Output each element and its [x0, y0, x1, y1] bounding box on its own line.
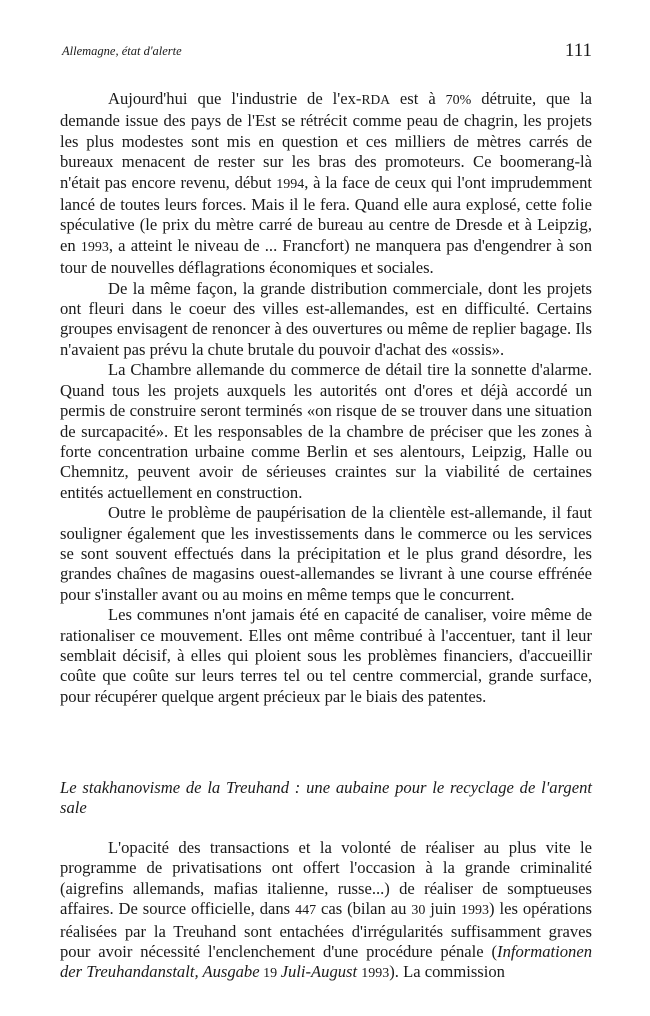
year: 1993 [80, 239, 109, 255]
citation-title: Informationen der Treuhandanstalt, Ausgabe [60, 942, 592, 982]
percentage: 70% [445, 93, 472, 108]
running-head [60, 40, 592, 64]
text-run: cas (bilan au [316, 899, 412, 919]
paragraph-4: Outre le problème de paupérisation de la clientèle est-allemande, il faut souligner également que les investissements dans le commerce ou les services se sont souvent effectués dans la précipitation et le plus grand désordre, les grandes chaînes de magasins ouest-allemandes se livrant à une course effrénée pour s'installer avant ou au moins en même temps que le concurrent. [60, 503, 592, 604]
section-body [60, 838, 592, 985]
text-run: , a atteint le niveau de ... Francfort) ne manquera pas d'engendrer à son tour de nouvelles déflagrations économiques et sociales. [60, 235, 592, 278]
acronym-rda: RDA [361, 92, 390, 107]
text-run: juin [425, 899, 462, 919]
text-run: ) les opérations réalisées par la Treuhand sont entachées d'irrégularités suffisamment graves pour avoir nécessité l'enclenchement d'une procédure pénale ( [60, 899, 592, 962]
year: 1994 [276, 176, 305, 192]
text-run: Aujourd'hui que l'industrie de l'ex- [108, 89, 362, 108]
year: 1993 [361, 966, 390, 982]
count: 447 [295, 903, 317, 919]
paragraph-2: De la même façon, la grande distribution commerciale, dont les projets ont fleuri dans le coeur des villes est-allemandes, est en difficulté. Certains groupes envisagent de renoncer à des ouvertures ou même de replier bagage. Ils n'avaient pas prévu la chute brutale du pouvoir d'achat des «ossis». [60, 278, 592, 359]
issue-number: 19 [259, 966, 281, 982]
paragraph-3: La Chambre allemande du commerce de détail tire la sonnette d'alarme. Quand tous les projets auxquels les autorités ont d'ores et déjà accordé un permis de construire seront terminés «on risque de se trouver dans une situation de surcapacité». Et les responsables de la chambre de préciser que les zones à forte concentration urbaine comme Berlin et ses alentours, Leipzig, Halle ou Chemnitz, peuvent avoir de sérieuses craintes sur la viabilité de certaines entités actuellement en construction. [60, 360, 592, 502]
section-heading: Le stakhanovisme de la Treuhand : une aubaine pour le recyclage de l'argent sale [60, 778, 592, 818]
text-run: est à [389, 89, 446, 108]
citation-months: Juli-August [280, 962, 358, 982]
text-run: détruite, que la demande issue des pays de l'Est se rétrécit comme peau de chagrin, les projets les plus modestes sont mis en question et ces milliers de mètres carrés de bureaux menacent de rester sur les bras des promoteurs. Ce boomerang-là n'était pas encore revenu, début [60, 89, 592, 192]
paragraph-5: Les communes n'ont jamais été en capacité de canaliser, voire même de rationaliser ce mouvement. Elles ont même contribué à l'accentuer, tant il leur semblait décisif, à elles qui ploient sous les problèmes financiers, d'accueillir coûte que coûte sur leurs terres tel ou tel centre commercial, grande surface, pour récupérer quelque argent précieux par le biais des patentes. [60, 605, 592, 706]
text-run: ). La commission [389, 962, 505, 982]
day: 30 [411, 903, 426, 919]
page-number: 111 [564, 40, 592, 61]
paragraph-6 [60, 838, 592, 985]
year: 1993 [461, 903, 490, 919]
running-title: Allemagne, état d'alerte [62, 44, 182, 58]
paragraph-1 [60, 89, 592, 279]
text-run: L'opacité des transactions et la volonté de réaliser au plus vite le programme de privatisations ont offert l'occasion à la grande criminalité (aigrefins allemands, mafias italienne, russe...) de réaliser de somptueuses affaires. De source officielle, dans [60, 838, 592, 919]
text-run: , à la face de ceux qui l'ont imprudemment lancé de toutes leurs forces. Mais il le fera. Quand elle aura explosé, cette folie spéculative (le prix du mètre carré de bureau au centre de Dresde et à Leipzig, en [60, 172, 592, 255]
body-text [60, 89, 592, 707]
